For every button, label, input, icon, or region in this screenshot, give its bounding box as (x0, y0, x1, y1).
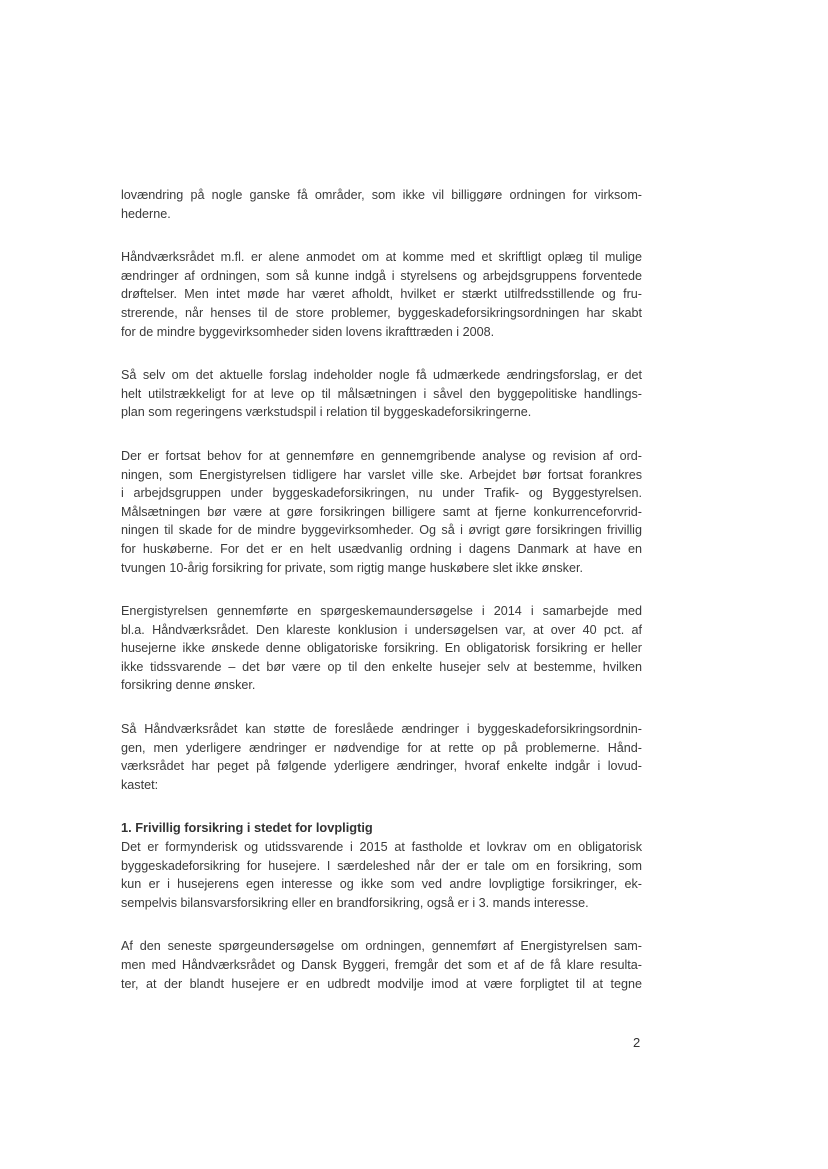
paragraph (121, 186, 642, 223)
paragraph (121, 720, 642, 794)
text-line: Energistyrelsen gennemførte en spørgeskemaundersøgelse i 2014 i samarbejde med (121, 604, 642, 619)
paragraph (121, 366, 642, 422)
paragraph (121, 602, 642, 695)
text-line: Af den seneste spørgeundersøgelse om ordningen, gennemført af Energistyrelsen sam- (121, 939, 642, 954)
text-line: ikke tidssvarende – det bør være op til den enkelte husejer selv at bestemme, hvilken (121, 659, 642, 674)
text-line: Så Håndværksrådet kan støtte de foreslåede ændringer i byggeskadeforsikringsordnin- (121, 722, 642, 737)
section-heading: 1. Frivillig forsikring i stedet for lovpligtig (121, 820, 373, 836)
text-line: for huskøberne. For det er en helt usædvanlig ordning i dagens Danmark at have en (121, 541, 642, 556)
text-line: Det er formynderisk og utidssvarende i 2015 at fastholde et lovkrav om en obligatorisk (121, 840, 642, 855)
text-line: ændringer af ordningen, som så kunne indgå i styrelsens og arbejdsgruppens forventede (121, 268, 642, 283)
text-line: hederne. (121, 206, 171, 221)
text-line: kastet: (121, 777, 159, 792)
page-number: 2 (633, 1035, 641, 1050)
text-line: Målsætningen bør være at gøre forsikringen billigere samt at fjerne konkurrenceforvrid- (121, 504, 642, 519)
document-page (121, 186, 642, 1018)
text-line: plan som regeringens værkstudspil i relation til byggeskadeforsikringerne. (121, 405, 532, 420)
text-line: ningen, som Energistyrelsen tidligere har varslet ville ske. Arbejdet bør fortsat forankres (121, 467, 642, 482)
text-line: Så selv om det aktuelle forslag indeholder nogle få udmærkede ændringsforslag, er det (121, 368, 642, 383)
text-line: bl.a. Håndværksrådet. Den klareste konklusion i undersøgelsen var, at over 40 pct. af (121, 622, 642, 637)
text-line: værksrådet har peget på følgende yderligere ændringer, hvoraf enkelte indgår i lovud- (121, 759, 642, 774)
text-line: sempelvis bilansvarsforsikring eller en brandforsikring, også er i 3. mands interesse. (121, 895, 589, 910)
text-line: gen, men yderligere ændringer er nødvendige for at rette op på problemerne. Hånd- (121, 740, 642, 755)
text-line: strerende, når henses til de store problemer, byggeskadeforsikringsordningen har skabt (121, 305, 642, 320)
paragraph (121, 248, 642, 341)
section-paragraphs (121, 838, 642, 993)
intro-paragraphs (121, 186, 642, 794)
text-line: helt utilstrækkeligt for at leve op til målsætningen i såvel den byggepolitiske handlings- (121, 386, 642, 401)
text-line: tvungen 10-årig forsikring for private, som rigtig mange huskøbere slet ikke ønsker. (121, 560, 583, 575)
paragraph (121, 838, 642, 912)
text-line: ningen til skade for de mindre byggevirksomheder. Og så i øvrigt gøre forsikringen frivillig (121, 523, 642, 538)
text-line: byggeskadeforsikring for husejere. I særdeleshed når der er tale om en forsikring, som (121, 858, 642, 873)
text-line: i arbejdsgruppen under byggeskadeforsikringen, nu under Trafik- og Byggestyrelsen. (121, 486, 642, 501)
text-line: Der er fortsat behov for at gennemføre en gennemgribende analyse og revision af ord- (121, 448, 642, 463)
text-line: kun er i husejerens egen interesse og ikke som ved andre lovpligtige forsikringer, ek- (121, 877, 642, 892)
paragraph (121, 447, 642, 577)
text-line: forsikring denne ønsker. (121, 678, 256, 693)
paragraph (121, 937, 642, 993)
text-line: men med Håndværksrådet og Dansk Byggeri, fremgår det som et af de få klare resulta- (121, 958, 642, 972)
text-line: ter, at der blandt husejere er en udbredt modvilje imod at være forpligtet til at tegne (121, 976, 642, 991)
text-line: husejerne ikke ønskede denne obligatoriske forsikring. En obligatorisk forsikring er heller (121, 641, 642, 656)
text-line: Håndværksrådet m.fl. er alene anmodet om at komme med et skriftligt oplæg til mulige (121, 250, 642, 265)
text-line: for de mindre byggevirksomheder siden lovens ikrafttræden i 2008. (121, 324, 495, 339)
text-line: drøftelser. Men intet møde har været afholdt, hvilket er stærkt utilfredsstillende og fru- (121, 287, 642, 302)
text-line: lovændring på nogle ganske få områder, som ikke vil billiggøre ordningen for virksom- (121, 188, 642, 202)
